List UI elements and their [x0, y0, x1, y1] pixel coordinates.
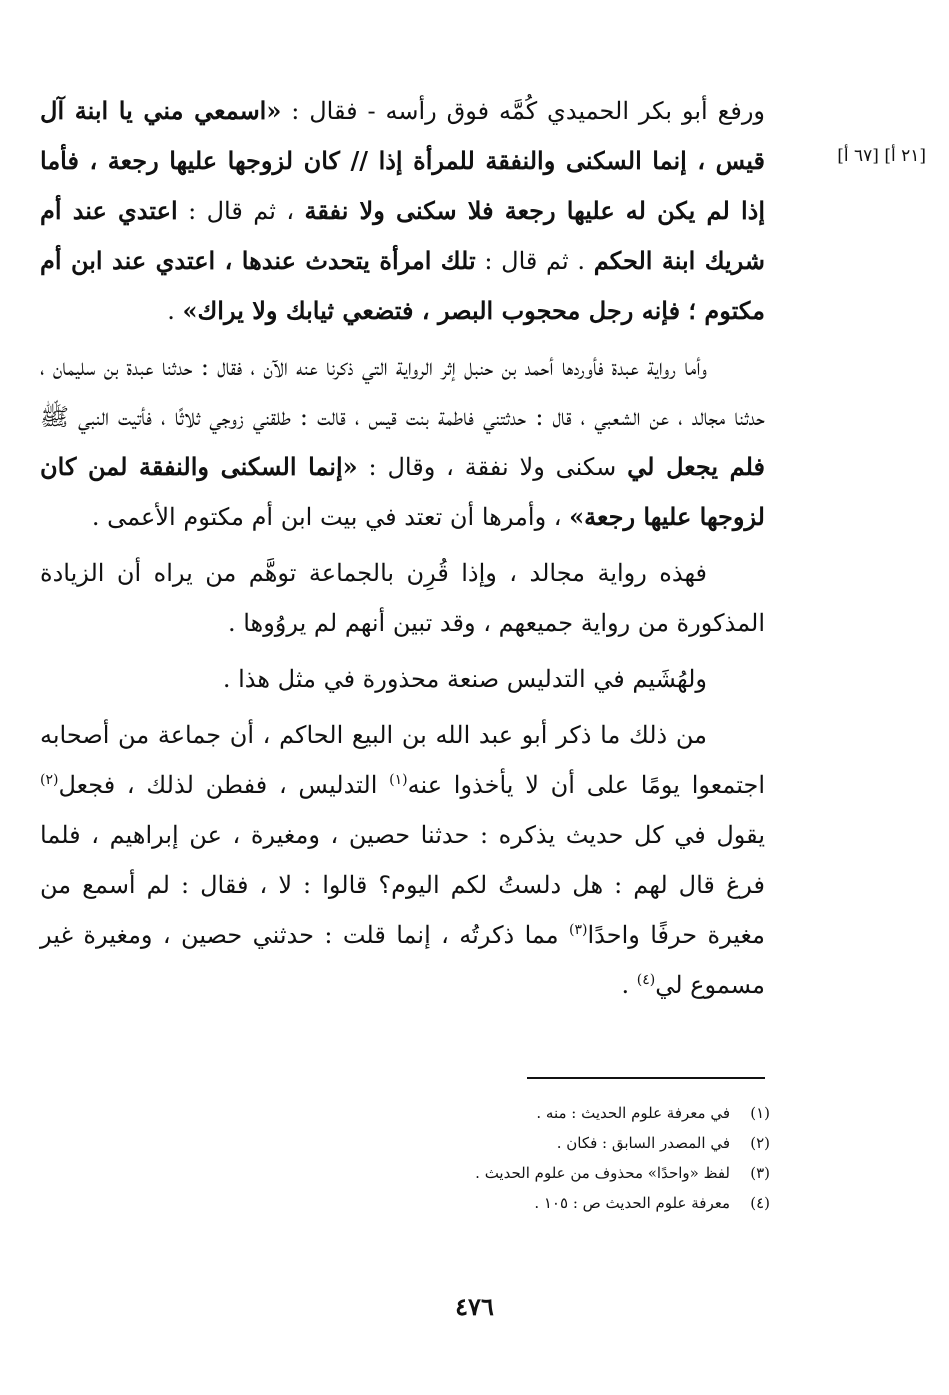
p1-end: .: [167, 297, 183, 325]
p1-bold-quote-3: تلك امرأة يتحدث عندها ، اعتدي عند ابن أم مكتوم ؛ فإنه رجل محجوب البصر ، فتضعي ثيابك ولا يراك»: [40, 246, 765, 325]
page-number: ٤٧٦: [455, 1292, 494, 1321]
p2-text-2: سكنى ولا نفقة ، وقال :: [357, 453, 628, 481]
p1-text-1: ورفع أبو بكر الحميدي كُمَّه فوق رأسه - فقال :: [281, 97, 766, 125]
p2-text-1: وأما رواية عبدة فأوردها أحمد بن حنبل إثر الرواية التي ذكرنا عنه الآن ، فقال : حدثنا عبدة بن سليمان ، حدثنا مجالد ، عن الشعبي ، قال : حدثتني فاطمة بنت قيس ، قالت : طلقني زوجي ثلاثًا ، فأتيت النبي ﷺ: [40, 353, 766, 431]
p5-text-4: مما ذكرتُه ، إنما قلت : حدثني حصين ، ومغيرة غير مسموع لي: [40, 921, 765, 999]
footnote-2: [380, 1128, 770, 1158]
p5-text-5: .: [621, 971, 637, 999]
footnote-ref-3: (٣): [569, 922, 588, 938]
footnote-number: (٤): [750, 1194, 770, 1212]
footnote-text: في معرفة علوم الحديث : منه .: [536, 1104, 730, 1122]
p1-bold-quote-1: «اسمعي مني يا ابنة آل قيس ، إنما السكنى والنفقة للمرأة إذا // كان لزوجها عليها رجعة ، فأما إذا لم يكن له عليها رجعة فلا سكنى ولا نفقة: [40, 96, 765, 225]
footnotes: [380, 1098, 770, 1218]
p5-text-3: يقول في كل حديث يذكره : حدثنا حصين ، ومغيرة ، عن إبراهيم ، فلما فرغ قال لهم : هل دلستُ لكم اليوم؟ قالوا : لا ، فقال : لم أسمع من مغيرة حرفًا واحدًا: [40, 821, 765, 949]
main-text: [40, 86, 765, 1010]
paragraph-abda: [40, 342, 765, 542]
p5-text-1: من ذلك ما ذكر أبو عبد الله بن البيع الحاكم ، أن جماعة من أصحابه اجتمعوا يومًا على أن لا يأخذوا عنه: [40, 721, 765, 799]
p1-text-2: ، ثم قال :: [177, 197, 305, 225]
p2-bold-1: فلم يجعل لي: [627, 452, 765, 481]
p1-bold-quote-2: اعتدي عند أم شريك ابنة الحكم: [40, 196, 765, 275]
footnote-separator: [527, 1077, 765, 1079]
paragraph-hakim: [40, 710, 765, 1010]
paragraph-humaydi: [40, 86, 765, 336]
paragraph-mujalid: فهذه رواية مجالد ، وإذا قُرِن بالجماعة توهَّم من يراه أن الزيادة المذكورة من رواية جميعهم ، وقد تبين أنهم لم يروُوها .: [40, 559, 765, 637]
footnote-ref-1: (١): [389, 772, 408, 788]
footnote-number: (٣): [750, 1164, 770, 1182]
p1-text-3: . ثم قال :: [475, 247, 594, 275]
footnote-number: (١): [750, 1104, 770, 1122]
footnote-3: [380, 1158, 770, 1188]
footnote-text: معرفة علوم الحديث ص : ١٠٥ .: [534, 1194, 730, 1212]
footnote-number: (٢): [750, 1134, 770, 1152]
p2-text-3: ، وأمرها أن تعتد في بيت ابن أم مكتوم الأعمى .: [91, 503, 570, 531]
p2-bold-quote: «إنما السكنى والنفقة لمن كان لزوجها عليها رجعة»: [40, 452, 765, 531]
p5-text-2: التدليس ، ففطن لذلك ، فجعل: [58, 771, 390, 799]
footnote-ref-2: (٢): [40, 772, 59, 788]
manuscript-margin-reference: [٢١ أ] [٦٧ أ]: [837, 146, 926, 166]
footnote-ref-4: (٤): [636, 972, 656, 988]
footnote-text: في المصدر السابق : فكان .: [556, 1134, 730, 1152]
paragraph-hushaym: ولهُشَيم في التدليس صنعة محذورة في مثل هذا .: [222, 665, 707, 693]
footnote-1: [380, 1098, 770, 1128]
footnote-text: لفظ «واحدًا» محذوف من علوم الحديث .: [475, 1164, 730, 1182]
footnote-4: [380, 1188, 770, 1218]
